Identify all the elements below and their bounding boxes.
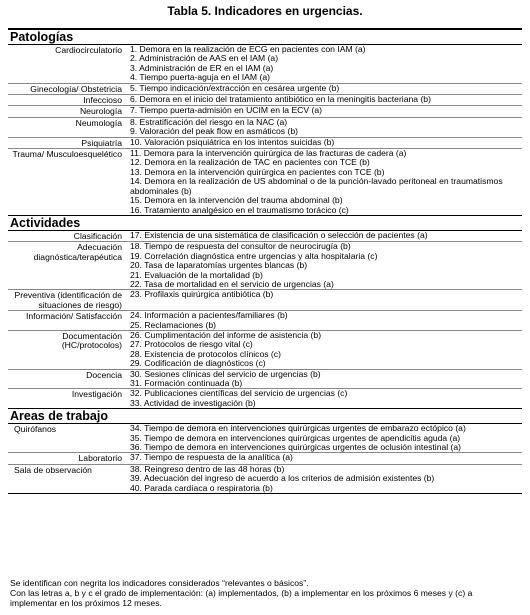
group-name: Clasificación: [73, 230, 122, 241]
indicator-item: 1. Demora en la realización de ECG en pacientes con IAM (a): [130, 44, 366, 54]
group-items: [126, 242, 522, 289]
group-row: [8, 464, 522, 493]
footnote-1: Se identifican con negrita los indicadores considerados “relevantes o básicos”.: [10, 578, 309, 588]
group-items: [126, 453, 522, 463]
indicator-item: 38. Reingreso dentro de las 48 horas (b): [130, 463, 285, 474]
group-row: [8, 137, 522, 148]
indicator-item: 14. Demora en la realización de US abdominal o de la punción-lavado peritoneal en traumatismos abdominales (b): [130, 176, 503, 196]
indicator-item: 35. Tiempo de demora en intervenciones quirúrgicas urgentes de apendicitis aguda (a): [130, 432, 461, 443]
group-items: [126, 95, 522, 105]
indicator-item: 2. Administración de AAS en el IAM (a): [130, 53, 279, 64]
indicator-item: 31. Formación continuada (b): [130, 378, 243, 388]
group-items: [126, 231, 522, 241]
group-name: Sala de observación: [14, 464, 92, 475]
group-name: Trauma/ Musculoesquelético: [12, 149, 122, 160]
indicator-item: 20. Tasa de laparatomías urgentes blancas (b): [130, 260, 308, 271]
group-items: [126, 84, 522, 94]
indicator-item: 25. Reclamaciones (b): [130, 319, 216, 330]
group-row: [8, 94, 522, 105]
group-row: [8, 148, 522, 215]
indicator-item: 10. Valoración psiquiátrica en los intentos suicidas (b): [130, 136, 335, 147]
indicator-item: 16. Tratamiento analgésico en el traumatismo torácico (c): [130, 204, 349, 215]
group-name: Investigación: [71, 389, 122, 400]
group-row: [8, 330, 522, 369]
group-name: Laboratorio: [78, 453, 122, 464]
indicator-item: 34. Tiempo de demora en intervenciones quirúrgicas urgentes de embarazo ectópico (a): [130, 423, 466, 434]
group-items: [126, 424, 522, 452]
group-items: [126, 290, 522, 310]
group-row: [8, 231, 522, 241]
indicator-item: 29. Codificación de diagnósticos (c): [130, 358, 266, 369]
indicator-item: 36. Tiempo de demora en intervenciones quirúrgicas urgentes de oclusión intestinal (a): [130, 442, 462, 453]
group-row: [8, 241, 522, 289]
indicator-item: 11. Demora para la intervención quirúrgica de las fracturas de cadera (a): [130, 148, 407, 159]
indicator-item: 12. Demora en la realización de TAC en pacientes con TCE (b): [130, 157, 370, 168]
indicator-item: 24. Información a pacientes/familiares (b): [130, 310, 288, 321]
indicator-item: 8. Estratificación del riesgo en la NAC (a): [130, 116, 288, 127]
indicator-item: 4. Tiempo puerta-aguja en el IAM (a): [130, 72, 270, 83]
table-title: Tabla 5. Indicadores en urgencias.: [167, 4, 363, 18]
indicator-item: 23. Profilaxis quirúrgica antibiótica (b): [130, 289, 274, 300]
indicator-item: 6. Demora en el inicio del tratamiento antibiótico en la meningitis bacteriana (b): [130, 94, 431, 105]
group-name: Documentación (HC/protocolos): [61, 330, 122, 351]
footnote-2: Con las letras a, b y c el grado de implementación: (a) implementados, (b) a implementar en los próximos 6 meses y (c) a implementar en los próximos 12 meses.: [10, 588, 473, 608]
group-items: [126, 331, 522, 369]
indicator-item: 15. Demora en la intervención del trauma abdominal (b): [130, 195, 343, 206]
group-row: [8, 105, 522, 116]
group-row: [8, 452, 522, 463]
section-header: Patologías: [8, 30, 522, 45]
group-items: [126, 106, 522, 116]
indicator-item: 40. Parada cardíaca o respiratoria (b): [130, 482, 273, 493]
group-row: [8, 424, 522, 452]
group-name: Cardiocirculatorio: [55, 45, 122, 55]
indicator-item: 30. Sesiones clínicas del servicio de urgencias (b): [130, 368, 321, 379]
group-name: Neumología: [75, 117, 122, 128]
group-row: [8, 45, 522, 83]
group-name: Adecuación diagnóstica/terapéutica: [33, 242, 122, 262]
group-items: [126, 311, 522, 330]
group-items: [126, 465, 522, 493]
indicator-item: 18. Tiempo de respuesta del consultor de neurocirugía (b): [130, 241, 351, 252]
group-name: Infeccioso: [83, 95, 122, 106]
footnotes: [10, 578, 522, 608]
indicator-item: 22. Tasa de mortalidad en el servicio de urgencias (a): [130, 278, 334, 289]
indicator-item: 5. Tiempo indicación/extracción en cesárea urgente (b): [130, 82, 340, 93]
group-row: [8, 388, 522, 408]
indicator-item: 33. Actividad de investigación (b): [130, 397, 256, 408]
section-header: Actividades: [8, 215, 522, 231]
indicator-item: 13. Demora en la intervención quirúrgica en pacientes con TCE (b): [130, 166, 385, 177]
group-name: Psiquiatría: [81, 137, 122, 148]
group-name: Información/ Satisfacción: [25, 311, 122, 322]
group-name: Docencia: [86, 369, 122, 380]
group-items: [126, 389, 522, 408]
group-row: [8, 289, 522, 310]
indicator-item: 32. Publicaciones científicas del servicio de urgencias (c): [130, 388, 348, 399]
group-row: [8, 310, 522, 330]
indicator-item: 9. Valoración del peak flow en asmáticos (b): [130, 126, 298, 137]
indicator-item: 3. Administración de ER en el IAM (a): [130, 62, 274, 73]
indicator-item: 37. Tiempo de respuesta de la analítica (a): [130, 452, 293, 463]
group-items: [126, 118, 522, 137]
indicator-item: 21. Evaluación de la mortalidad (b): [130, 269, 263, 280]
group-items: [126, 370, 522, 389]
indicators-table: [8, 28, 522, 494]
indicator-item: 27. Protocolos de riesgo vital (c): [130, 339, 253, 350]
group-items: [126, 138, 522, 148]
indicator-item: 26. Cumplimentación del informe de asistencia (b): [130, 329, 322, 340]
group-row: [8, 83, 522, 94]
indicator-item: 17. Existencia de una sistemática de clasificación o selección de pacientes (a): [130, 229, 428, 240]
indicator-item: 28. Existencia de protocolos clínicos (c): [130, 348, 281, 359]
section-header: Areas de trabajo: [8, 408, 522, 424]
group-name: Neurología: [79, 106, 122, 117]
indicator-item: 7. Tiempo puerta-admisión en UCIM en la ECV (a): [130, 105, 323, 116]
group-items: [126, 149, 522, 215]
group-name: Preventiva (identificación de situaciones de riesgo): [14, 290, 122, 310]
indicator-item: 19. Correlación diagnóstica entre urgencias y alta hospitalaria (c): [130, 250, 378, 261]
group-row: [8, 369, 522, 389]
group-row: [8, 117, 522, 137]
group-items: [126, 45, 522, 83]
group-name: Quirófanos: [14, 424, 57, 435]
indicator-item: 39. Adecuación del ingreso de acuerdo a los criterios de admisión existentes (b): [130, 473, 435, 484]
group-name: Ginecología/ Obstetricia: [30, 83, 122, 94]
